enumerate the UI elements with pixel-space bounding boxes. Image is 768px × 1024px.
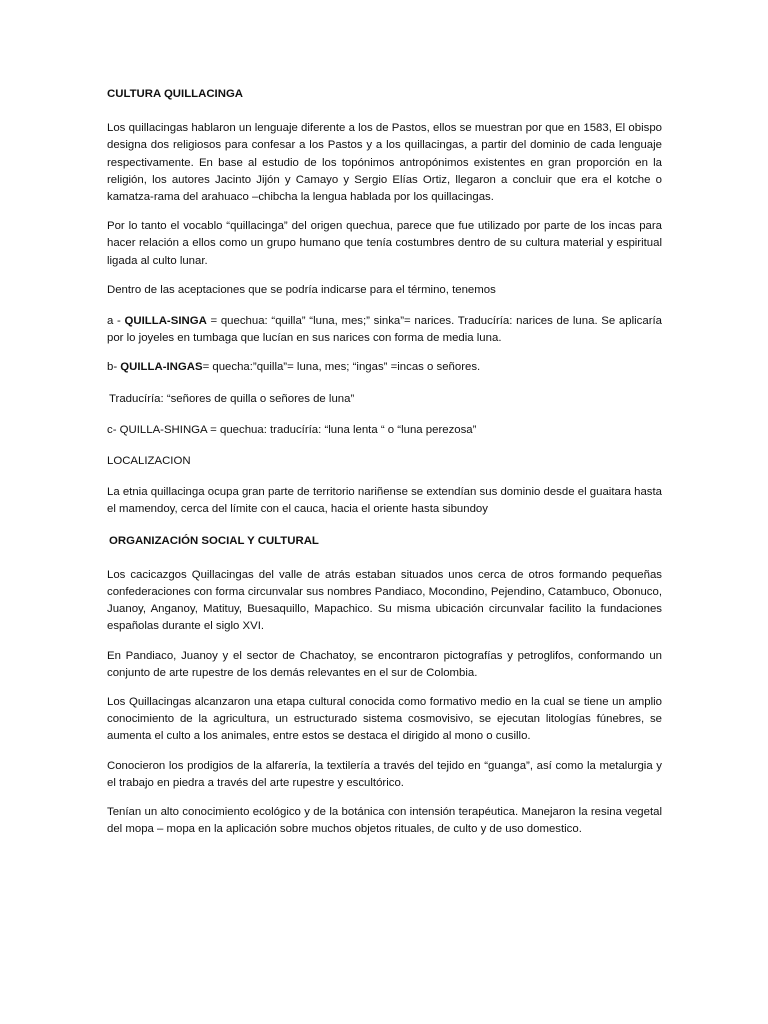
organizacion-paragraph-4: Conocieron los prodigios de la alfarería, la textilería a través del tejido en “guanga”, así como la metalurgia y el trabajo en piedra a través del arte rupestre y escultórico. [107,759,662,789]
term-b-prefix: b- [107,361,121,374]
document-page [107,86,662,851]
term-b-text: = quecha:”quilla”= luna, mes; “ingas” =incas o señores. [202,361,481,374]
document-title: CULTURA QUILLACINGA [107,88,244,100]
organizacion-paragraph-2: En Pandiaco, Juanoy y el sector de Chachatoy, se encontraron pictografías y petroglifos, conformando un conjunto de arte rupestre de los demás relevantes en el sur de Colombia. [107,649,662,679]
organizacion-paragraph-5: Tenían un alto conocimiento ecológico y de la botánica con intensión terapéutica. Manejaron la resina vegetal del mopa – mopa en la aplicación sobre muchos objetos rituales, de culto y de uso domestico. [107,806,662,836]
organizacion-heading: ORGANIZACIÓN SOCIAL Y CULTURAL [109,534,319,547]
term-b [107,359,662,376]
term-c: c- QUILLA-SHINGA = quechua: traducíría: “luna lenta “ o “luna perezosa” [107,423,477,436]
term-b-name: QUILLA-INGAS [120,361,203,374]
term-a-name: QUILLA-SINGA [124,315,207,328]
intro-paragraph-1: Los quillacingas hablaron un lenguaje diferente a los de Pastos, ellos se muestran por que en 1583, El obispo designa dos religiosos para confesar a los Pastos y a los quillacingas, a partir del dominio de cada lenguaje respectivamente. En base al estudio de los topónimos antropónimos existentes en gran proporción en la religión, los autores Jacinto Jijón y Camayo y Sergio Elías Ortiz, llegaron a concluir que era el kotche o kamatza-rama del arahuaco –chibcha la lengua hablada por los quillacingas. [107,122,662,204]
term-a-prefix: a - [107,315,125,328]
organizacion-paragraph-3: Los Quillacingas alcanzaron una etapa cultural conocida como formativo medio en la cual se tiene un amplio conocimiento de la agricultura, un estructurado sistema cosmovisivo, se ejecutan litologías fúnebres, se aumenta el culto a los animales, entre estos se destaca el dirigido al mono o cusillo. [107,696,662,743]
term-a [107,313,662,347]
localizacion-heading: LOCALIZACION [107,455,191,468]
localizacion-paragraph: La etnia quillacinga ocupa gran parte de territorio nariñense se extendían sus dominio desde el guaitara hasta el mamendoy, cerca del límite con el cauca, hacia el oriente hasta sibundoy [107,486,662,516]
term-a-text: = quechua: “quilla” “luna, mes;” sinka”= narices. Traducíría: narices de luna. Se aplicaría por lo joyeles en tumbaga que lucían en sus narices con forma de media luna. [107,315,662,345]
term-b-translation: Traducíría: “señores de quilla o señores de luna” [109,392,355,405]
organizacion-paragraph-1: Los cacicazgos Quillacingas del valle de atrás estaban situados unos cerca de otros formando pequeñas confederaciones con forma circunvalar sus nombres Pandiaco, Mocondino, Pejendino, Catambuco, Obonuco, Juanoy, Anganoy, Matituy, Buesaquillo, Mapachico. Su misma ubicación circunvalar facilito la fundaciones españolas durante el siglo XVI. [107,568,662,633]
intro-paragraph-3: Dentro de las aceptaciones que se podría indicarse para el término, tenemos [107,283,496,296]
intro-paragraph-2: Por lo tanto el vocablo “quillacinga” del origen quechua, parece que fue utilizado por parte de los incas para hacer relación a ellos como un grupo humano que tenía costumbres dentro de su cultura material y espiritual ligada al culto lunar. [107,220,662,267]
